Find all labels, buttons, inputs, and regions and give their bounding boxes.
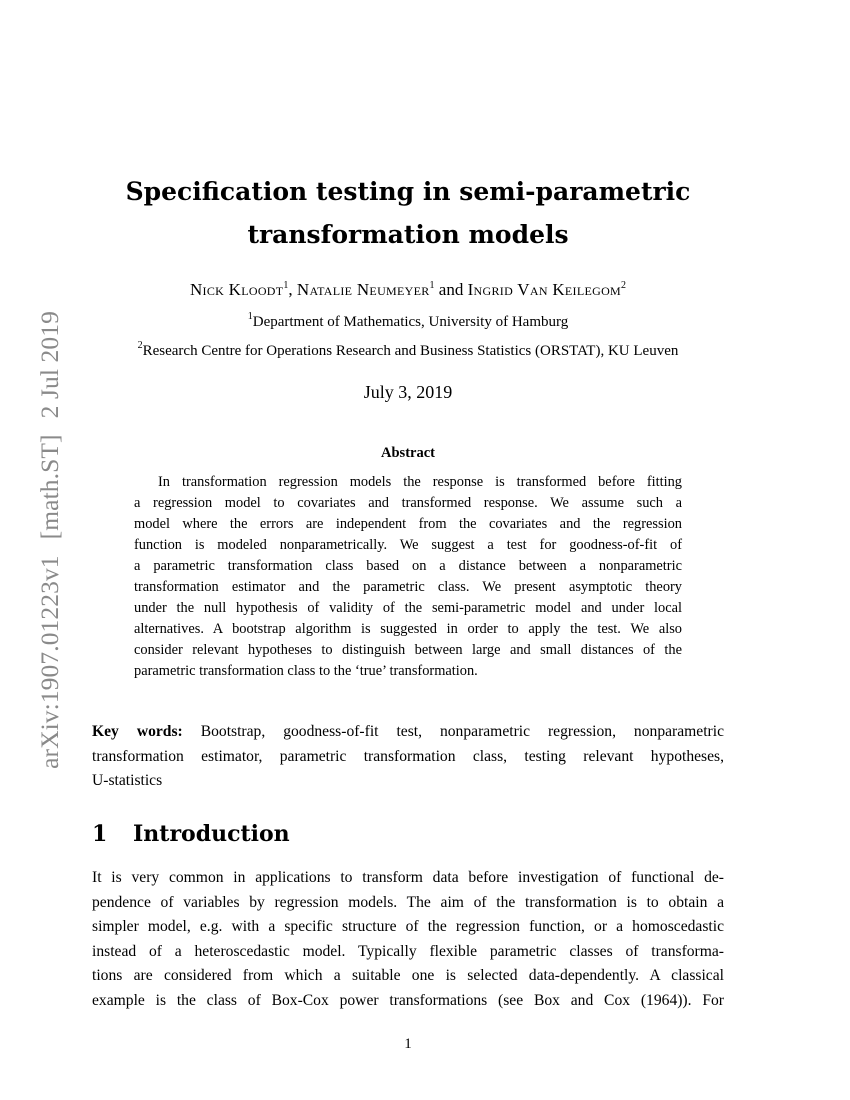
abstract-line: transformation estimator and the parametric class. We present asymptotic theory xyxy=(134,579,682,595)
abstract-line: parametric transformation class to the ‘true’ transformation. xyxy=(134,663,478,679)
title-line-2: transformation models xyxy=(247,220,569,249)
author-3: Ingrid Van Keilegom xyxy=(467,280,622,299)
introduction-paragraph xyxy=(92,866,724,1013)
body-line: tions are considered from which a suitable one is selected data-dependently. A classical xyxy=(92,967,724,984)
author-3-affiliation-mark: 2 xyxy=(621,280,627,291)
author-1-affiliation-mark: 1 xyxy=(283,280,289,291)
abstract-line: a parametric transformation class based on a distance between a nonparametric xyxy=(134,558,682,574)
affiliation-1-mark: 1 xyxy=(247,311,253,322)
abstract-line: consider relevant hypotheses to distinguish between large and small distances of the xyxy=(134,642,682,658)
abstract-line: In transformation regression models the response is transformed before fitting xyxy=(158,474,682,490)
abstract-heading: Abstract xyxy=(381,445,435,461)
body-line: pendence of variables by regression models. The aim of the transformation is to obtain a xyxy=(92,893,724,911)
section-number: 1 xyxy=(92,821,108,847)
body-line: example is the class of Box-Cox power transformations (see Box and Cox (1964)). For xyxy=(92,991,724,1009)
affiliation-2-mark: 2 xyxy=(137,340,143,351)
paper-title xyxy=(90,170,726,256)
keywords-line: transformation estimator, parametric transformation class, testing relevant hypotheses, xyxy=(92,747,724,765)
body-line: simpler model, e.g. with a specific structure of the regression function, or a homoscedastic xyxy=(92,918,724,935)
author-separator-2: and xyxy=(434,280,468,299)
arxiv-identifier-stamp[interactable] xyxy=(35,311,65,769)
arxiv-id: arXiv:1907.01223v1 xyxy=(35,555,64,769)
arxiv-category: [math.ST] xyxy=(35,434,64,540)
author-2: Natalie Neumeyer xyxy=(296,280,430,299)
keywords-label: Key words: xyxy=(92,723,183,740)
keywords-line: U-statistics xyxy=(92,772,163,789)
page-number: 1 xyxy=(404,1036,412,1052)
affiliation-1-text: Department of Mathematics, University of Hamburg xyxy=(252,314,569,330)
section-heading xyxy=(92,818,290,850)
author-separator-1: , xyxy=(288,280,297,299)
abstract-line: alternatives. A bootstrap algorithm is suggested in order to apply the test. We also xyxy=(134,621,682,637)
publication-date: July 3, 2019 xyxy=(363,382,453,402)
abstract-body xyxy=(134,472,682,682)
arxiv-date: 2 Jul 2019 xyxy=(35,311,64,419)
abstract-line: under the null hypothesis of validity of the semi-parametric model and under local xyxy=(134,600,682,616)
body-line: instead of a heteroscedastic model. Typically flexible parametric classes of transforma- xyxy=(92,942,724,960)
keywords-text: Bootstrap, goodness-of-fit test, nonparametric regression, nonparametric xyxy=(182,723,724,740)
abstract-line: a regression model to covariates and transformed response. We assume such a xyxy=(134,495,682,511)
affiliation-2 xyxy=(60,341,756,361)
affiliation-2-text: Research Centre for Operations Research and Business Statistics (ORSTAT), KU Leuven xyxy=(142,343,679,359)
keywords-block xyxy=(92,720,724,794)
abstract-line: model where the errors are independent from the covariates and the regression xyxy=(134,516,682,532)
title-line-1: Specification testing in semi-parametric xyxy=(125,177,691,206)
abstract-line: function is modeled nonparametrically. We suggest a test for goodness-of-fit of xyxy=(134,537,682,553)
author-1: Nick Kloodt xyxy=(189,280,284,299)
keywords-line xyxy=(92,720,724,745)
body-line: It is very common in applications to transform data before investigation of functional de- xyxy=(92,869,724,886)
affiliation-1 xyxy=(60,312,756,332)
section-title-text: Introduction xyxy=(133,821,290,847)
author-list xyxy=(90,278,726,302)
author-2-affiliation-mark: 1 xyxy=(429,280,435,291)
